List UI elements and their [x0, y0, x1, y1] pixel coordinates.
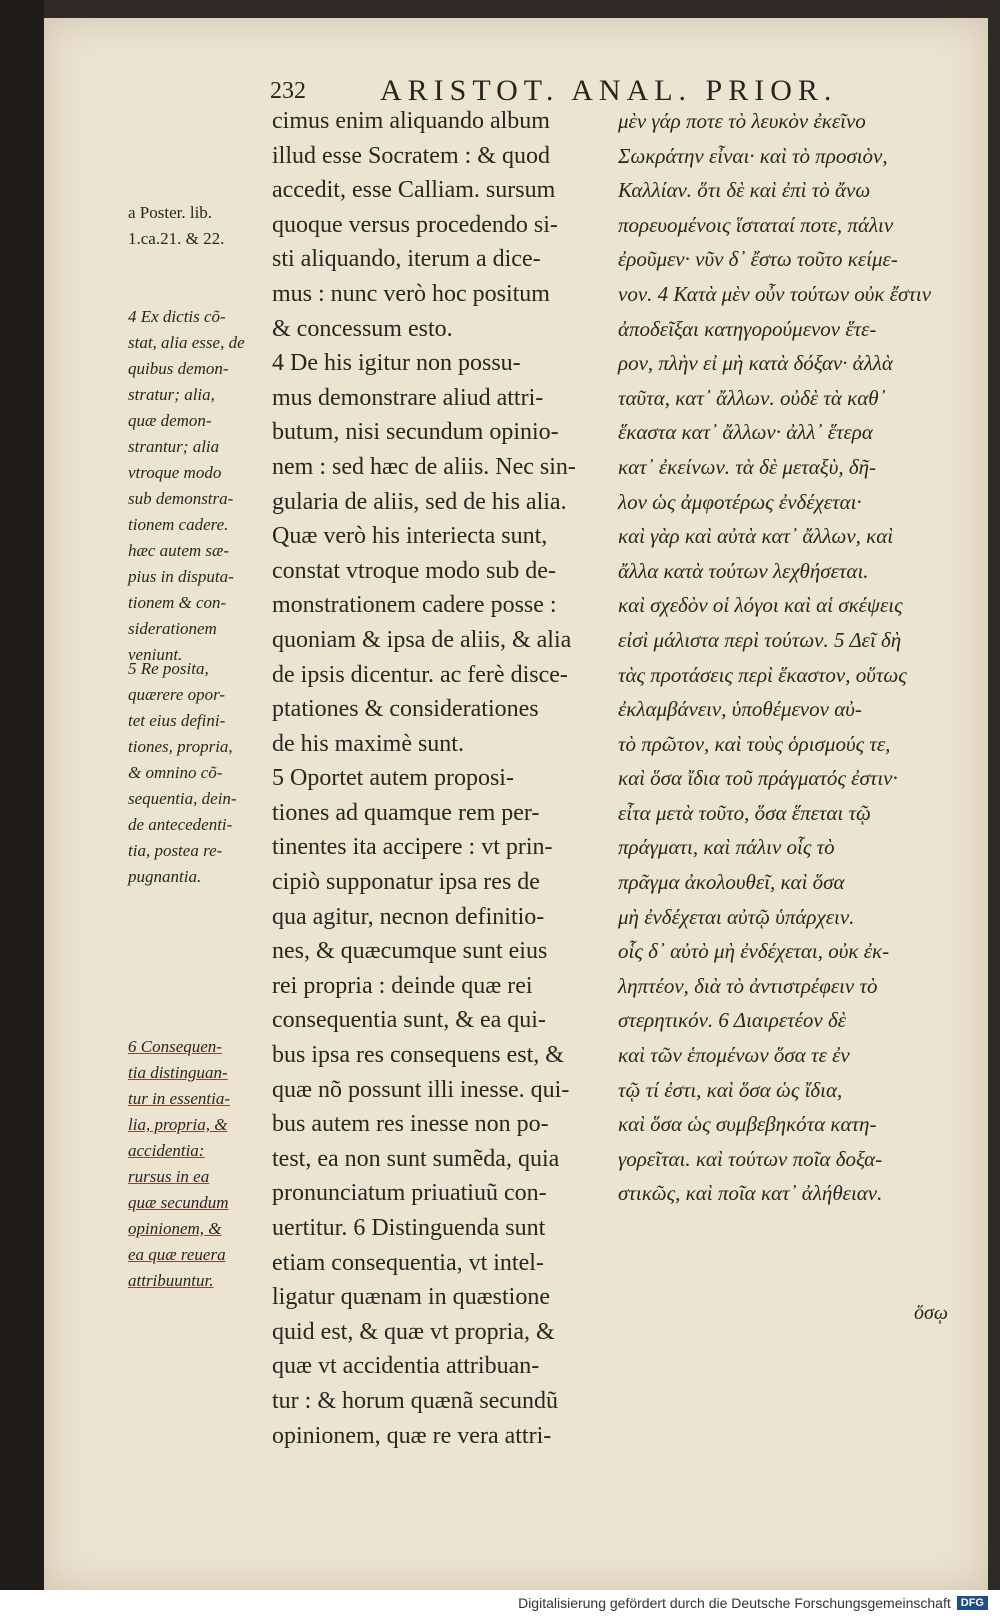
- greek-text-line: στερητικόν. 6 Διαιρετέον δὲ: [618, 1008, 847, 1033]
- latin-text-line: ptationes & considerationes: [272, 696, 539, 723]
- latin-text-line: Quæ verò his interiecta sunt,: [272, 523, 548, 550]
- greek-text-line: ταῦτα, κατ᾽ ἄλλων. οὐδὲ τὰ καθ᾽: [618, 385, 886, 410]
- margin-note-4: 4 Ex dictis cõ- stat, alia esse, de quibus demon- stratur; alia, quæ demon- strantur; alia vtroque modo sub demonstra- tionem cadere. hæc autem sæ- pius in disputa- tionem & con- siderationem veniunt.: [128, 307, 245, 664]
- latin-text-line: mus demonstrare aliud attri-: [272, 384, 544, 411]
- catchword: ὅσῳ: [914, 1302, 948, 1324]
- latin-text-line: cipiò supponatur ipsa res de: [272, 869, 540, 896]
- latin-text-line: nes, & quæcumque sunt eius: [272, 938, 548, 965]
- latin-text-column: [272, 104, 602, 1453]
- latin-text-line: 4 De his igitur non possu-: [272, 350, 521, 377]
- greek-text-line: καὶ ὅσα ὡς συμβεβηκότα κατη-: [618, 1112, 877, 1137]
- latin-text-line: sti aliquando, iterum a dice-: [272, 246, 541, 273]
- greek-text-line: ληπτέον, διὰ τὸ ἀντιστρέφειν τὸ: [618, 973, 878, 998]
- greek-text-line: Καλλίαν. ὅτι δὲ καὶ ἐπὶ τὸ ἄνω: [618, 178, 871, 203]
- margin-note-5: 5 Re posita, quærere opor- tet eius defini- tiones, propria, & omnino cõ- sequentia, dein- de antecedenti- tia, postea re- pugnantia.: [128, 659, 237, 886]
- latin-text-line: butum, nisi secundum opinio-: [272, 419, 559, 446]
- latin-text-line: gularia de aliis, sed de his alia.: [272, 488, 567, 515]
- greek-text-line: καὶ τῶν ἑπομένων ὅσα τε ἐν: [618, 1043, 850, 1068]
- latin-text-line: constat vtroque modo sub de-: [272, 557, 556, 584]
- greek-text-line: ρον, πλὴν εἰ μὴ κατὰ δόξαν· ἀλλὰ: [618, 351, 893, 376]
- latin-text-line: cimus enim aliquando album: [272, 108, 550, 134]
- dfg-logo-icon: DFG: [957, 1596, 988, 1610]
- latin-text-line: bus ipsa res consequens est, &: [272, 1042, 564, 1069]
- greek-text-line: ἐροῦμεν· νῦν δ᾽ ἔστω τοῦτο κείμε-: [618, 247, 898, 272]
- greek-text-column: [618, 104, 968, 1211]
- margin-note-6: 6 Consequen- tia distinguan- tur in essentia- lia, propria, & accidentia: rursus in ea quæ secundum opinionem, & ea quæ reuera attribuuntur.: [128, 1037, 230, 1290]
- page-header: [270, 72, 860, 108]
- latin-text-line: illud esse Socratem : & quod: [272, 142, 550, 169]
- greek-text-line: ἀποδεῖξαι κατηγορούμενον ἕτε-: [618, 316, 877, 341]
- latin-text-line: & concessum esto.: [272, 315, 453, 342]
- latin-text-line: etiam consequentia, vt intel-: [272, 1249, 544, 1276]
- latin-text-line: tur : & horum quænã secundũ: [272, 1387, 558, 1414]
- greek-text-line: μὴ ἐνδέχεται αὐτῷ ὑπάρχειν.: [618, 904, 855, 929]
- greek-text-line: καὶ σχεδὸν οἱ λόγοι καὶ αἱ σκέψεις: [618, 593, 903, 618]
- greek-text-line: πράγματι, καὶ πάλιν οἷς τὸ: [618, 835, 835, 860]
- latin-text-line: uertitur. 6 Distinguenda sunt: [272, 1215, 546, 1241]
- latin-text-line: bus autem res inesse non po-: [272, 1111, 549, 1138]
- latin-text-line: quid est, & quæ vt propria, &: [272, 1318, 555, 1345]
- latin-text-line: pronunciatum priuatiuũ con-: [272, 1180, 547, 1207]
- latin-text-line: rei propria : deinde quæ rei: [272, 972, 533, 999]
- greek-text-line: λον ὡς ἀμφοτέρως ἐνδέχεται·: [618, 489, 862, 514]
- latin-text-line: de his maximè sunt.: [272, 730, 464, 757]
- latin-text-line: tiones ad quamque rem per-: [272, 799, 540, 826]
- greek-text-line: Σωκράτην εἶναι· καὶ τὸ προσιὸν,: [618, 143, 888, 168]
- running-title: ARISTOT. ANAL. PRIOR.: [380, 74, 838, 107]
- latin-text-line: tinentes ita accipere : vt prin-: [272, 834, 553, 861]
- latin-text-line: opinionem, quæ re vera attri-: [272, 1422, 552, 1449]
- greek-text-line: καὶ γὰρ καὶ αὐτὰ κατ᾽ ἄλλων, καὶ: [618, 524, 894, 549]
- greek-text-line: εἶτα μετὰ τοῦτο, ὅσα ἕπεται τῷ: [618, 800, 871, 825]
- latin-text-line: test, ea non sunt sumẽda, quia: [272, 1145, 560, 1172]
- greek-text-line: μὲν γάρ ποτε τὸ λευκὸν ἐκεῖνο: [618, 109, 866, 133]
- greek-text-line: τὸ πρῶτον, καὶ τοὺς ὁρισμούς τε,: [618, 731, 891, 756]
- greek-text-line: οἷς δ᾽ αὐτὸ μὴ ἐνδέχεται, οὐκ ἐκ-: [618, 939, 890, 964]
- greek-text-line: ἕκαστα κατ᾽ ἄλλων· ἀλλ᾽ ἕτερα: [618, 420, 873, 445]
- page-number: 232: [270, 78, 306, 104]
- latin-text-line: ligatur quænam in quæstione: [272, 1284, 550, 1311]
- greek-text-line: τὰς προτάσεις περὶ ἕκαστον, οὕτως: [618, 662, 907, 687]
- digitization-footer: [0, 1590, 1000, 1616]
- greek-text-line: πρᾶγμα ἀκολουθεῖ, καὶ ὅσα: [618, 870, 845, 895]
- greek-text-line: ἄλλα κατὰ τούτων λεχθήσεται.: [618, 558, 869, 583]
- footer-credit: Digitalisierung gefördert durch die Deutsche Forschungsgemeinschaft: [518, 1595, 951, 1611]
- greek-text-line: ἐκλαμβάνειν, ὑποθέμενον αὐ-: [618, 697, 862, 722]
- latin-text-line: consequentia sunt, & ea qui-: [272, 1007, 546, 1034]
- greek-text-line: πορευομένοις ἵσταταί ποτε, πάλιν: [618, 212, 894, 237]
- latin-text-line: mus : nunc verò hoc positum: [272, 280, 550, 307]
- latin-text-line: accedit, esse Calliam. sursum: [272, 177, 556, 204]
- greek-text-line: κατ᾽ ἐκείνων. τὰ δὲ μεταξὺ, δῆ-: [618, 454, 877, 479]
- greek-text-line: εἰσὶ μάλιστα περὶ τούτων. 5 Δεῖ δὴ: [618, 627, 902, 652]
- book-spine-shadow: [0, 0, 44, 1616]
- latin-text-line: quæ vt accidentia attribuan-: [272, 1353, 540, 1380]
- latin-text-line: monstrationem cadere posse :: [272, 592, 557, 619]
- margin-note-a: a Poster. lib. 1.ca.21. & 22.: [128, 203, 225, 248]
- latin-text-line: quæ nõ possunt illi inesse. qui-: [272, 1076, 570, 1103]
- greek-text-line: νον. 4 Κατὰ μὲν οὖν τούτων οὐκ ἔστιν: [618, 281, 932, 306]
- latin-text-line: quoniam & ipsa de aliis, & alia: [272, 626, 572, 653]
- greek-text-line: στικῶς, καὶ ποῖα κατ᾽ ἀλήθειαν.: [618, 1181, 883, 1206]
- latin-text-line: quoque versus procedendo si-: [272, 211, 558, 238]
- greek-text-line: καὶ ὅσα ἴδια τοῦ πράγματός ἐστιν·: [618, 766, 898, 791]
- latin-text-line: 5 Oportet autem proposi-: [272, 765, 514, 792]
- greek-text-line: τῷ τί ἐστι, καὶ ὅσα ὡς ἴδια,: [618, 1077, 843, 1102]
- latin-text-line: qua agitur, necnon definitio-: [272, 903, 545, 930]
- greek-text-line: γορεῖται. καὶ τούτων ποῖα δοξα-: [618, 1146, 883, 1171]
- latin-text-line: de ipsis dicentur. ac ferè disce-: [272, 661, 568, 688]
- latin-text-line: nem : sed hæc de aliis. Nec sin-: [272, 453, 576, 480]
